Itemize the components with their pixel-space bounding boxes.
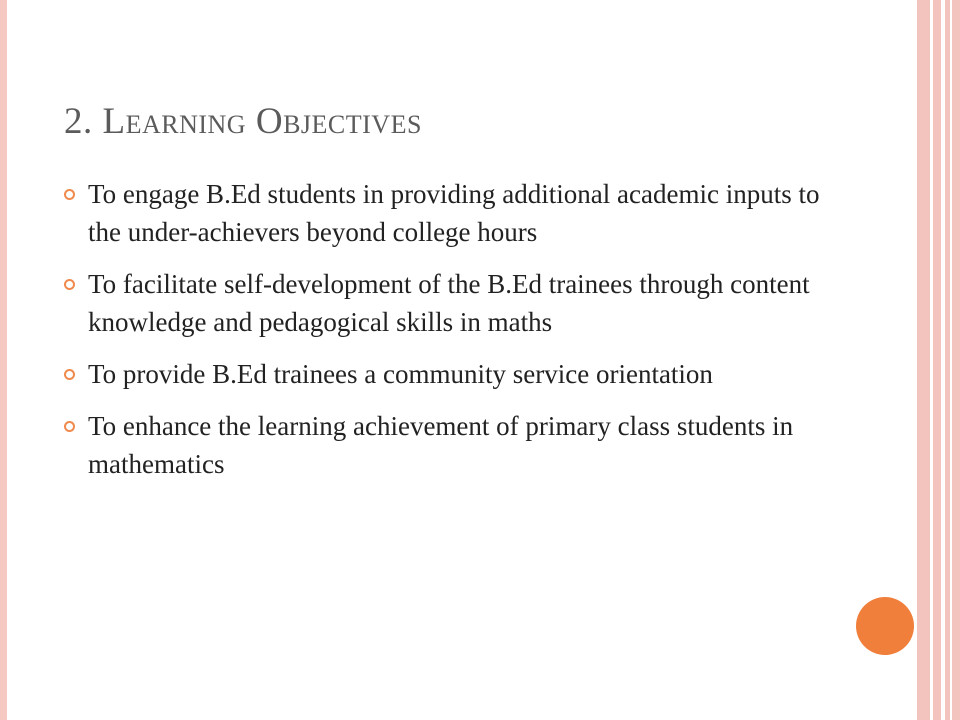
circle-bullet-icon [64,421,75,432]
list-item [64,355,824,393]
list-item-text: To facilitate self-development of the B.Ed trainees through content knowledge and pedagogical skills in maths [88,269,810,337]
objectives-list [64,175,824,497]
right-border-decoration [917,0,960,720]
list-item-text: To enhance the learning achievement of primary class students in mathematics [88,411,794,479]
title-number: 2. [64,101,93,142]
list-item [64,175,824,251]
circle-bullet-icon [64,279,75,290]
border-stripe [930,0,933,720]
left-border-decoration [0,0,7,720]
slide-title [64,100,422,143]
list-item-text: To provide B.Ed trainees a community service orientation [88,359,713,389]
circle-bullet-icon [64,189,75,200]
orange-circle-decoration [856,597,914,655]
circle-bullet-icon [64,369,75,380]
list-item [64,407,824,483]
list-item-text: To engage B.Ed students in providing additional academic inputs to the under-achievers beyond college hours [88,179,820,247]
title-word-objectives: Objectives [255,101,422,142]
border-stripe [950,0,952,720]
list-item [64,265,824,341]
border-stripe [941,0,945,720]
title-word-learning: Learning [102,101,247,142]
